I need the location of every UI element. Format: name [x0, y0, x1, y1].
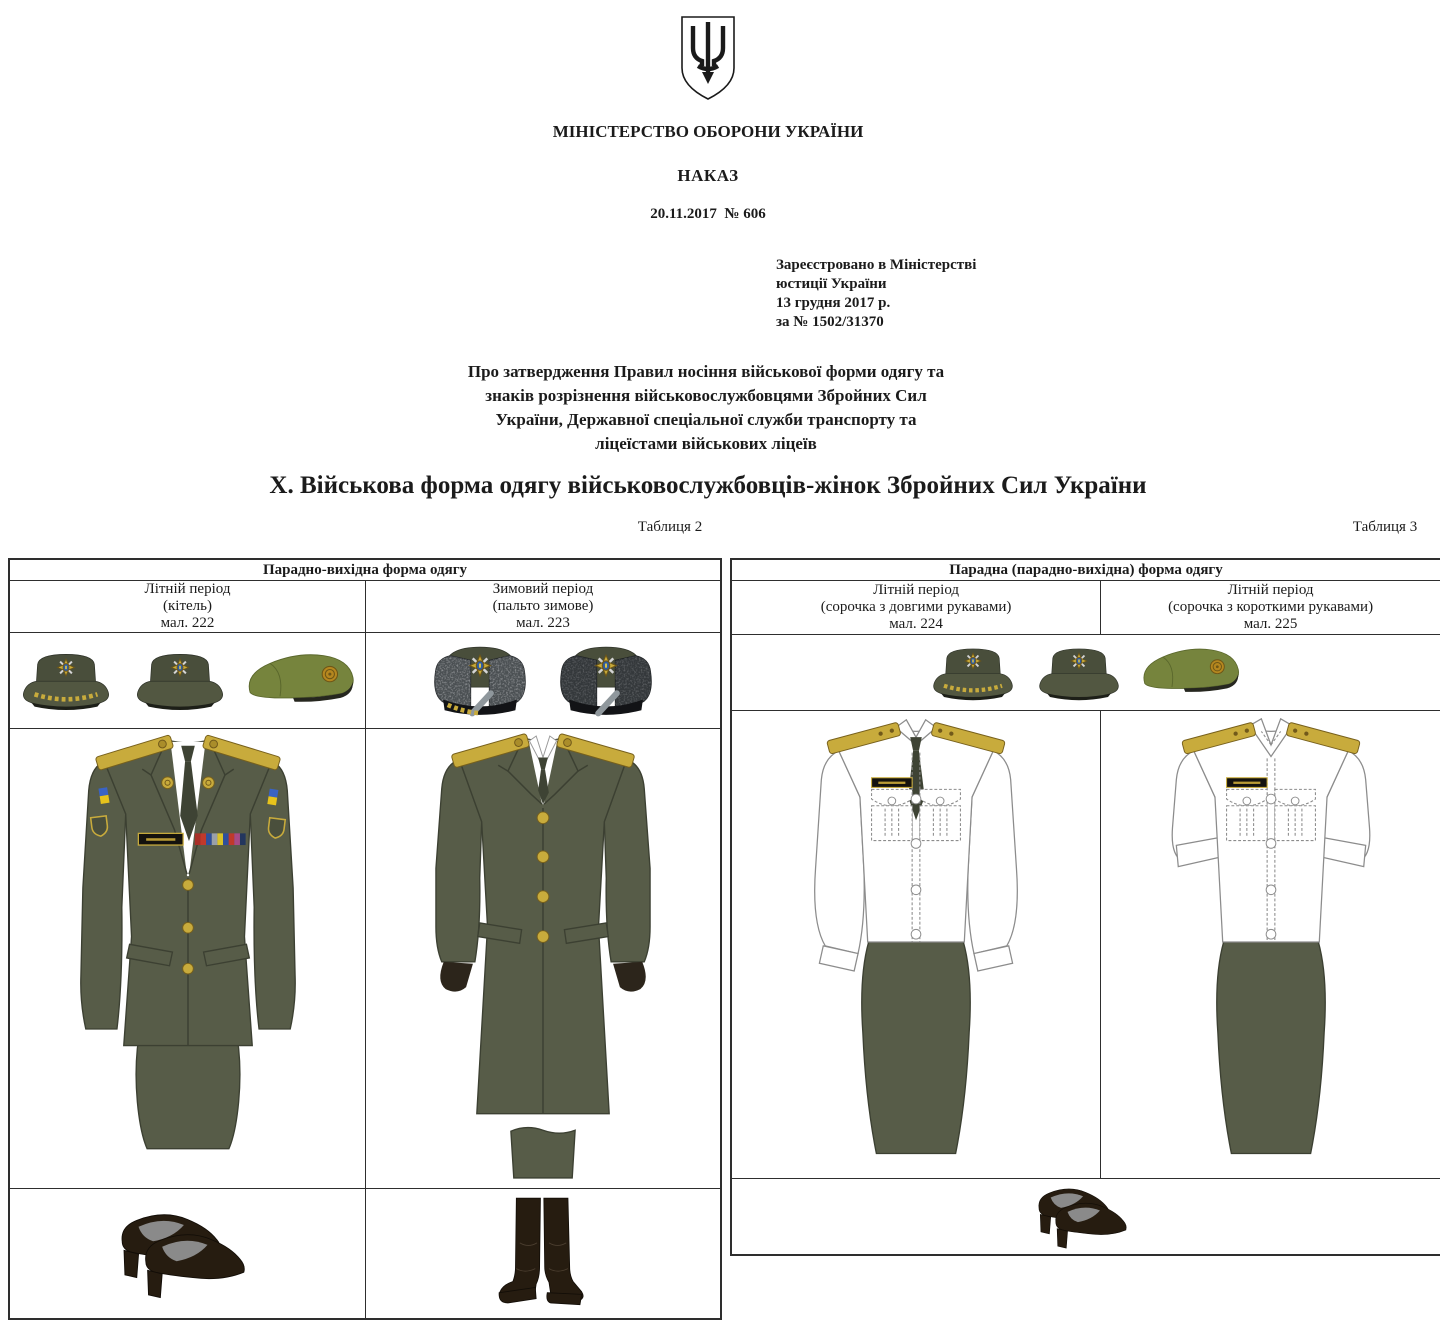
- figure-number: мал. 223: [516, 615, 570, 631]
- scarf-icon: [511, 1128, 575, 1178]
- table3-label: Таблиця 3: [1352, 519, 1418, 535]
- registration-line: за № 1502/31370: [776, 314, 884, 330]
- table2-winter-coat-cell: [365, 728, 720, 1188]
- name-tag-icon: [1226, 778, 1267, 788]
- winter-fur-hat-plain-icon: [552, 641, 660, 721]
- order-subject: [346, 360, 1066, 456]
- period-label: Літній період: [873, 582, 960, 598]
- table3-short-sleeve-column-header: [1100, 580, 1440, 634]
- item-label: (сорочка з короткими рукавами): [1168, 599, 1374, 615]
- subject-line: ліцеїстами військових ліцеїв: [595, 434, 817, 453]
- table3-title: Парадна (парадно-вихідна) форма одягу: [949, 561, 1223, 578]
- registration-line: юстиції України: [776, 276, 887, 292]
- table2-summer-column-header: [10, 580, 365, 632]
- figure-number: мал. 224: [889, 616, 943, 632]
- table3-parade-dress: [730, 558, 1440, 1256]
- pumps-icon: [1032, 1182, 1140, 1252]
- table2-label: Таблиця 2: [637, 519, 703, 535]
- period-label: Літній період: [1227, 582, 1314, 598]
- table2-tunic-cell: [10, 728, 365, 1188]
- service-cap-plain-icon: [130, 646, 230, 715]
- table3-headgear-cell: [732, 634, 1440, 710]
- subject-line: Про затвердження Правил носіння військової форми одягу та: [467, 362, 945, 381]
- figure-number: мал. 222: [160, 615, 215, 631]
- table2-parade-walking-out-dress: [8, 558, 722, 1320]
- long-sleeve-shirt-with-skirt-illustration: [771, 714, 1061, 1168]
- boots-icon: [487, 1193, 599, 1315]
- order-date-number: 20.11.2017 № 606: [650, 206, 766, 222]
- figure-number: мал. 225: [1243, 616, 1298, 632]
- item-label: (пальто зимове): [492, 598, 594, 614]
- table3-pumps-cell: [732, 1178, 1440, 1254]
- table2-summer-headgear-cell: [10, 632, 365, 728]
- winter-coat-with-scarf-illustration: [397, 732, 689, 1180]
- beret-badge-icon: [322, 666, 337, 681]
- short-sleeve-shirt-with-skirt-illustration: [1126, 714, 1416, 1168]
- item-label: (кітель): [163, 598, 212, 614]
- item-label: (сорочка з довгими рукавами): [820, 599, 1012, 615]
- dress-tunic-with-skirt-illustration: [42, 732, 334, 1180]
- ribbon-bar-icon: [194, 833, 245, 845]
- table2-title: Парадно-вихідна форма одягу: [262, 561, 468, 578]
- name-tag-icon: [138, 833, 183, 845]
- section-title: X. Військова форма одягу військовослужбовців-жінок Збройних Сил України: [269, 472, 1147, 499]
- service-cap-embroidered-icon: [927, 641, 1019, 705]
- table3-long-sleeve-column-header: [732, 580, 1100, 634]
- registration-line: Зареєстровано в Міністерстві: [776, 257, 977, 273]
- table2-winter-headgear-cell: [365, 632, 720, 728]
- ukraine-trident-emblem-icon: [676, 12, 740, 106]
- registration-block: [776, 256, 976, 332]
- service-cap-embroidered-icon: [16, 646, 116, 715]
- name-tag-icon: [872, 778, 913, 788]
- period-label: Літній період: [144, 581, 231, 597]
- pumps-icon: [113, 1205, 263, 1303]
- beret-icon: [1139, 643, 1244, 703]
- beret-icon: [244, 648, 359, 714]
- subject-line: України, Державної спеціальної служби транспорту та: [495, 410, 917, 429]
- winter-fur-hat-embroidered-icon: [426, 641, 534, 721]
- ministry-name: МІНІСТЕРСТВО ОБОРОНИ УКРАЇНИ: [552, 122, 864, 141]
- table3-short-sleeve-shirt-cell: [1100, 710, 1440, 1178]
- subject-line: знаків розрізнення військовослужбовцями Збройних Сил: [485, 386, 927, 405]
- registration-line: 13 грудня 2017 р.: [776, 295, 891, 311]
- table3-long-sleeve-shirt-cell: [732, 710, 1100, 1178]
- table2-boots-cell: [365, 1188, 720, 1318]
- service-cap-plain-icon: [1033, 641, 1125, 705]
- table2-winter-column-header: [365, 580, 720, 632]
- period-label: Зимовий період: [492, 581, 594, 597]
- table2-pumps-cell: [10, 1188, 365, 1318]
- order-label: НАКАЗ: [677, 166, 739, 185]
